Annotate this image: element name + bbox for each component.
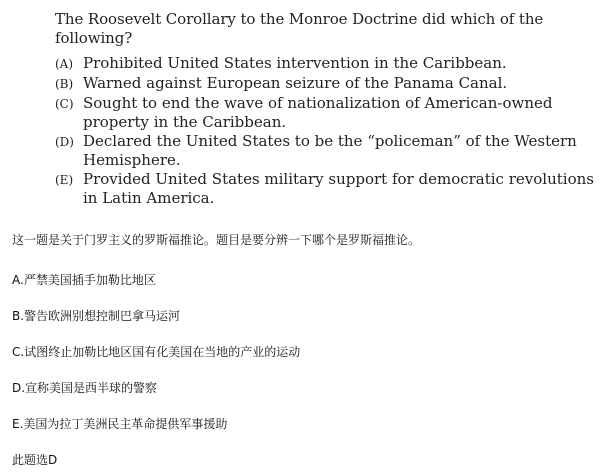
choice-letter: (B)	[55, 77, 74, 91]
choice-text: Warned against European seizure of the Panama Canal.	[83, 74, 508, 92]
choice-e	[55, 170, 607, 208]
choice-letter: (E)	[55, 173, 74, 187]
choice-text: Sought to end the wave of nationalization of American-owned property in the Caribbean.	[83, 94, 553, 131]
question-block	[55, 10, 607, 208]
explanation-intro: 这一题是关于门罗主义的罗斯福推论。题目是要分辨一下哪个是罗斯福推论。	[12, 233, 421, 247]
question-stem: The Roosevelt Corollary to the Monroe Doctrine did which of the following?	[55, 10, 544, 47]
choice-letter: (D)	[55, 135, 74, 149]
explanation-answer-a: A.严禁美国插手加勒比地区	[12, 273, 156, 287]
choice-text: Prohibited United States intervention in the Caribbean.	[83, 54, 507, 72]
explanation-answer-e: E.美国为拉丁美洲民主革命提供军事援助	[12, 417, 228, 431]
choice-c	[55, 94, 607, 132]
choice-b	[55, 74, 607, 94]
choice-text: Declared the United States to be the “policeman” of the Western Hemisphere.	[83, 132, 577, 169]
choice-text: Provided United States military support for democratic revolutions in Latin America.	[83, 170, 594, 207]
explanation-answer-c: C.试图终止加勒比地区国有化美国在当地的产业的运动	[12, 345, 301, 359]
explanation-answer-d: D.宣称美国是西半球的警察	[12, 381, 158, 395]
choice-a	[55, 54, 607, 74]
explanation-conclusion: 此题选D	[12, 453, 58, 467]
choice-d	[55, 132, 607, 170]
explanation-answer-b: B.警告欧洲别想控制巴拿马运河	[12, 309, 181, 323]
choice-letter: (A)	[55, 57, 74, 71]
choice-letter: (C)	[55, 97, 74, 111]
